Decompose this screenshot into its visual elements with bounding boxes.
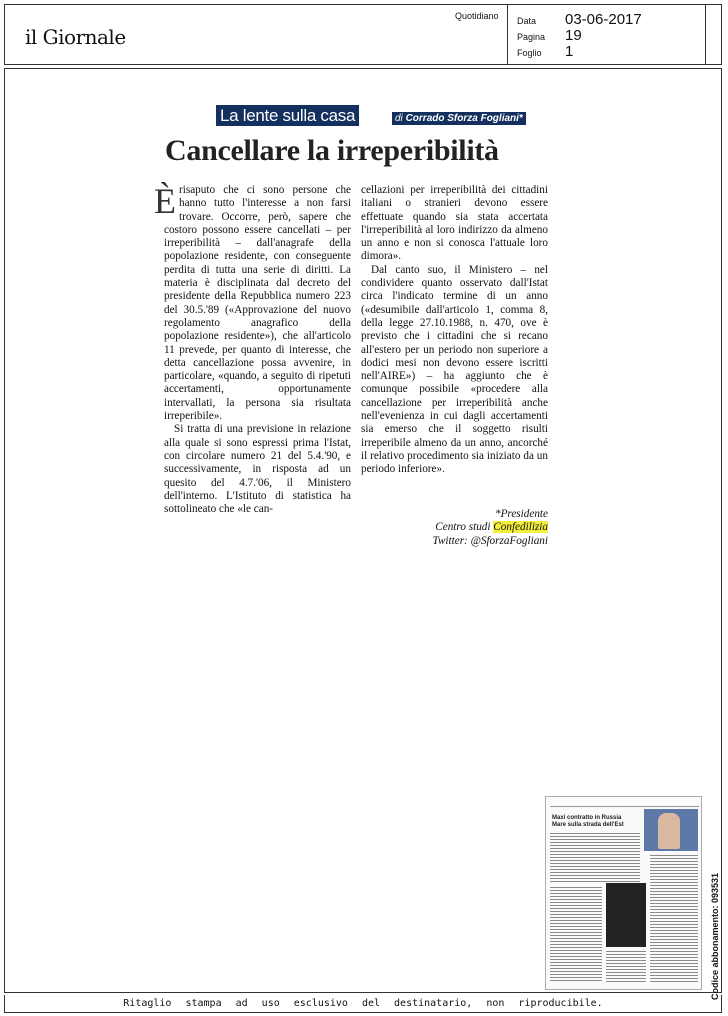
meta-label: Data bbox=[517, 16, 537, 26]
newspaper-logo: il Giornale bbox=[25, 25, 126, 49]
thumbnail-text-block bbox=[550, 833, 640, 883]
thumbnail-header bbox=[550, 801, 699, 807]
header-divider bbox=[705, 5, 706, 64]
signature-role: *Presidente bbox=[494, 508, 548, 520]
subscription-code: Codice abbonamento: 093531 bbox=[710, 872, 720, 1000]
article-column-1 bbox=[154, 181, 351, 516]
clipping-header bbox=[4, 4, 722, 65]
paragraph: Dal canto suo, il Ministero – nel condividere quanto osservato dall'Istat circa l'indicato termine di un anno («desumibile dall'articolo 1, comma 8, della legge 27.10.1988, n. 470, ove è previsto che i cittadini che si recano all'estero per un periodo non superiore a dodici mesi non devono essere iscritti nell'AIRE») – ha aggiunto che è comunque possibile «procedere alla cancellazione per irreperibilità anche nell'evenienza in cui dagli accertamenti sia emerso che il soggetto risulti irreperibile almeno da un anno, ancorché il relativo procedimento sia iniziato da un periodo inferiore». bbox=[361, 263, 548, 476]
meta-value: 03-06-2017 bbox=[565, 11, 642, 28]
byline-prefix: di bbox=[395, 113, 403, 124]
thumbnail-person bbox=[658, 813, 680, 849]
thumbnail-dark-box bbox=[606, 883, 646, 947]
paragraph: cellazioni per irreperibilità dei cittadini italiani o stranieri devono essere effettuate quando sia stata accertata l'irreperibilità al loro indirizzo da almeno un anno e non si conosca l'attuale loro dimora». bbox=[361, 184, 548, 263]
meta-row-date bbox=[517, 11, 642, 27]
signature-org bbox=[361, 521, 548, 534]
header-divider bbox=[507, 5, 508, 64]
thumbnail-text-block bbox=[550, 887, 602, 983]
meta-label: Foglio bbox=[517, 48, 542, 58]
paragraph: risaputo che ci sono persone che hanno tutto l'interesse a non farsi trovare. Occorre, però, sapere che costoro possono essere cancellati – per irreperibilità – dall'anagrafe della popolazione residente, con conseguente perdita di tutta una serie di diritti. La materia è disciplinata dal decreto del presidente della Repubblica numero 223 del 30.5.'89 («Approvazione del nuovo regolamento anagrafico della popolazione residente»), che all'articolo 11 prevede, per quanto di interesse, che detta cancellazione possa avvenire, in particolare, «quando, a seguito di ripetuti accertamenti, opportunamente intervallati, la persona sia risultata irreperibile». bbox=[164, 184, 351, 423]
header-meta bbox=[517, 11, 642, 59]
meta-row-sheet bbox=[517, 43, 642, 59]
thumbnail-text-block bbox=[606, 951, 646, 983]
highlighted-org-name: Confedilizia bbox=[493, 521, 548, 534]
byline bbox=[392, 112, 526, 125]
article-column-2 bbox=[361, 184, 548, 477]
meta-row-page bbox=[517, 27, 642, 43]
author-signature bbox=[361, 508, 548, 548]
thumbnail-title-line: Maxi contratto in Russia bbox=[552, 815, 622, 821]
meta-value: 1 bbox=[565, 43, 574, 60]
thumbnail-title-line: Mare sulla strada dell'Est bbox=[552, 822, 624, 828]
signature-org-prefix: Centro studi bbox=[435, 521, 494, 534]
byline-author: Corrado Sforza Fogliani* bbox=[405, 113, 523, 124]
article-headline: Cancellare la irreperibilità bbox=[165, 134, 499, 167]
paragraph: Si tratta di una previsione in relazione alla quale si sono espressi prima l'Istat, con circolare numero 21 del 5.4.'90, e successivamente, in risposta ad un quesito del 4.7.'06, il Ministero dell'interno. L'Istituto di statistica ha sottolineato che «le can- bbox=[164, 423, 351, 516]
signature-twitter: Twitter: @SforzaFogliani bbox=[432, 534, 548, 547]
page-thumbnail bbox=[545, 796, 702, 990]
drop-cap: È bbox=[154, 181, 176, 221]
rubric-label: La lente sulla casa bbox=[216, 105, 359, 126]
thumbnail-text-block bbox=[650, 855, 698, 983]
meta-value: 19 bbox=[565, 27, 582, 44]
thumbnail-title bbox=[552, 815, 624, 829]
meta-label: Pagina bbox=[517, 32, 546, 42]
publication-type: Quotidiano bbox=[455, 11, 499, 21]
footer-notice: Ritaglio stampa ad uso esclusivo del destinatario, non riproducibile. bbox=[4, 995, 722, 1013]
